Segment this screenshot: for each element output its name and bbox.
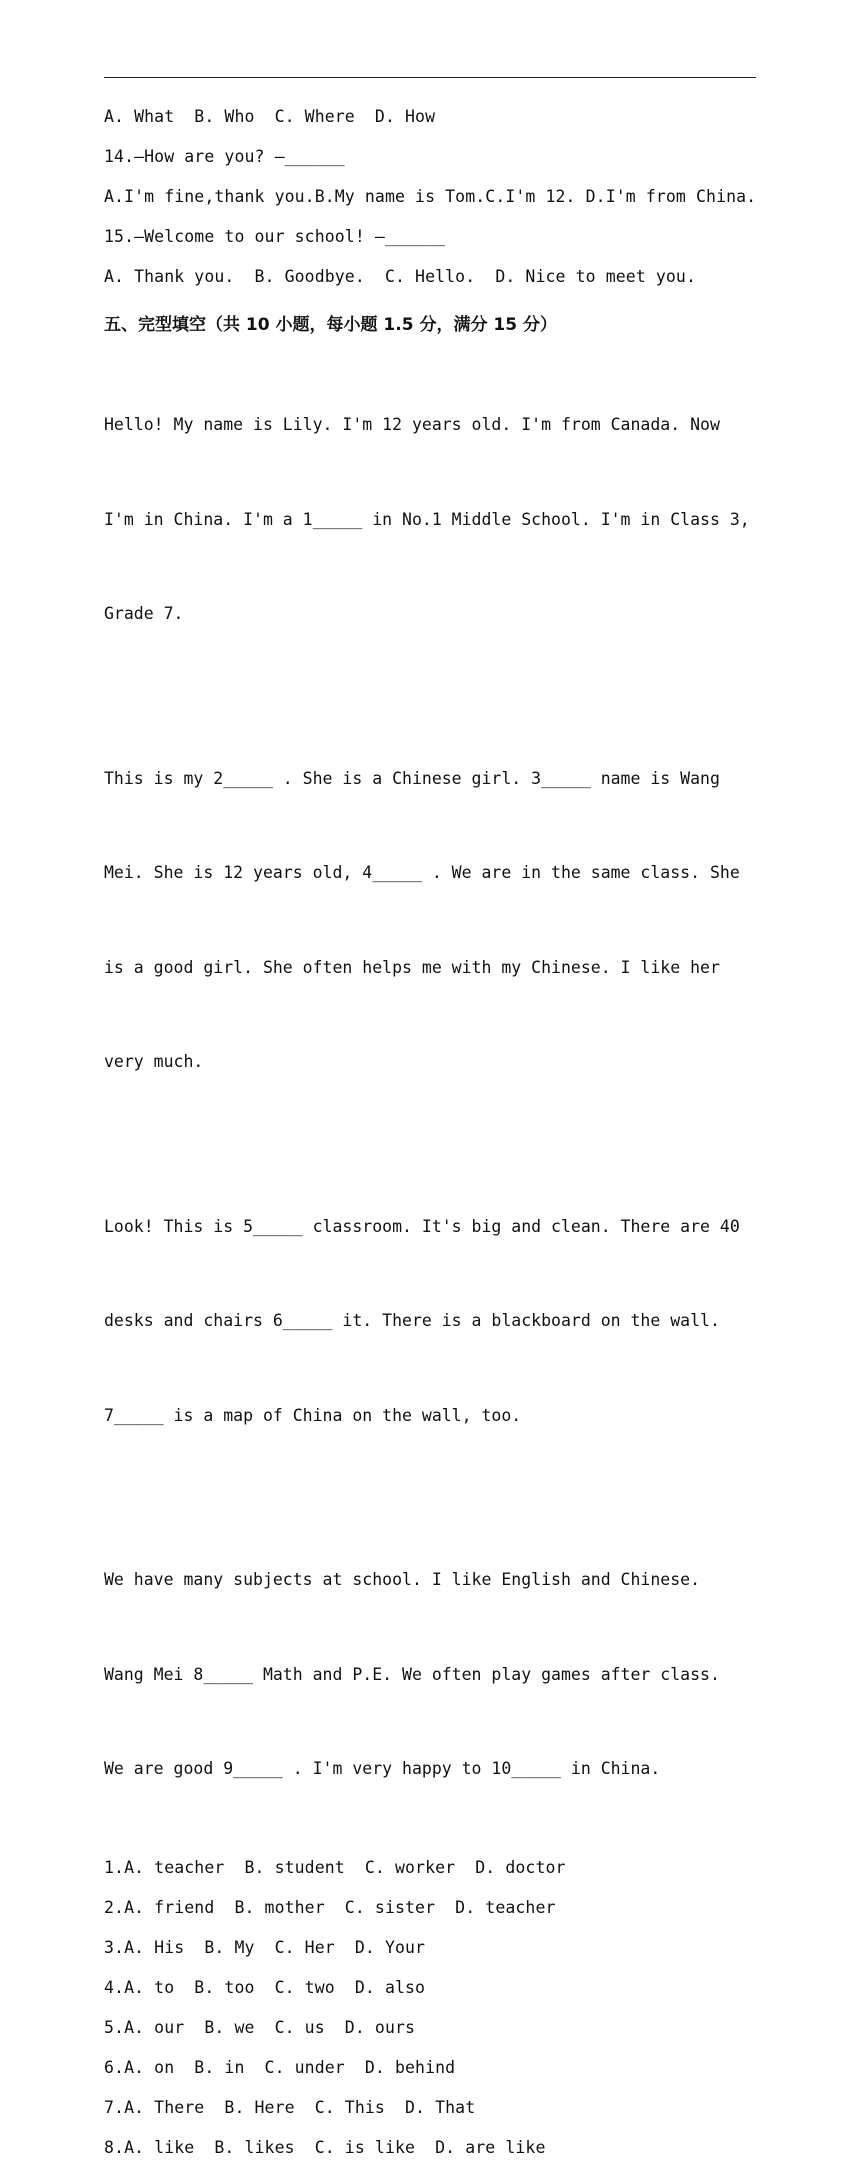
q15-question: 15.—Welcome to our school! —______ xyxy=(104,227,446,246)
passage-line: We have many subjects at school. I like English and Chinese. xyxy=(104,1570,701,1589)
answer-options-4: 4.A. to B. too C. two D. also xyxy=(104,1977,426,1997)
answer-options-3: 3.A. His B. My C. Her D. Your xyxy=(104,1937,426,1957)
answer-options-7: 7.A. There B. Here C. This D. That xyxy=(104,2097,476,2117)
answer-options-1: 1.A. teacher B. student C. worker D. doctor xyxy=(104,1857,566,1877)
q14-question: 14.—How are you? —______ xyxy=(104,147,345,166)
q15-options: A. Thank you. B. Goodbye. C. Hello. D. Nice to meet you. xyxy=(104,267,696,286)
answer-options-6: 6.A. on B. in C. under D. behind xyxy=(104,2057,456,2077)
answer-options-2: 2.A. friend B. mother C. sister D. teacher xyxy=(104,1897,556,1917)
header-rule xyxy=(104,77,756,78)
passage-line: We are good 9_____ . I'm very happy to 10_____ in China. xyxy=(104,1759,661,1778)
passage-line: Look! This is 5_____ classroom. It's big and clean. There are 40 xyxy=(104,1216,740,1236)
passage-line: desks and chairs 6_____ it. There is a blackboard on the wall. xyxy=(104,1311,720,1330)
passage-line: Mei. She is 12 years old, 4_____ . We are in the same class. She xyxy=(104,863,740,882)
passage-paragraph-3 xyxy=(104,1148,764,1495)
q14-options: A.I'm fine,thank you.B.My name is Tom.C.I'm 12. D.I'm from China. xyxy=(104,187,757,206)
passage-paragraph-4 xyxy=(104,1501,764,1848)
answer-options-5: 5.A. our B. we C. us D. ours xyxy=(104,2017,416,2037)
passage-paragraph-2 xyxy=(104,700,764,1141)
passage-line: Wang Mei 8_____ Math and P.E. We often play games after class. xyxy=(104,1664,720,1684)
passage-line: Hello! My name is Lily. I'm 12 years old. I'm from Canada. Now xyxy=(104,415,720,434)
passage-line: very much. xyxy=(104,1052,204,1071)
passage-line: This is my 2_____ . She is a Chinese girl. 3_____ name is Wang xyxy=(104,768,720,788)
passage-line: I'm in China. I'm a 1_____ in No.1 Middle School. I'm in Class 3, xyxy=(104,509,750,529)
passage-line: 7_____ is a map of China on the wall, too. xyxy=(104,1405,522,1425)
section-heading: 五、完型填空（共 10 小题，每小题 1.5 分，满分 15 分） xyxy=(104,315,557,335)
document-body xyxy=(104,104,764,2175)
answer-options-8: 8.A. like B. likes C. is like D. are like xyxy=(104,2137,546,2157)
passage-line: is a good girl. She often helps me with my Chinese. I like her xyxy=(104,957,720,977)
passage-line: Grade 7. xyxy=(104,604,184,623)
passage-paragraph-1 xyxy=(104,346,764,693)
q13-options: A. What B. Who C. Where D. How xyxy=(104,107,436,126)
